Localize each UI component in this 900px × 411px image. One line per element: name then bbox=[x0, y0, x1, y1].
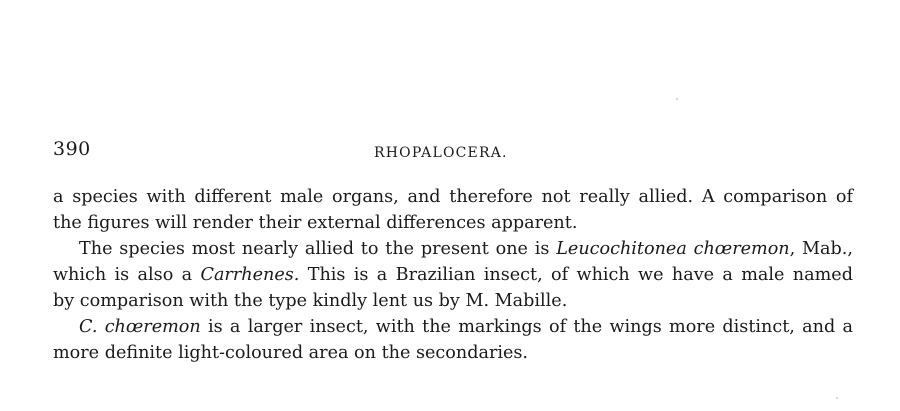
running-head: RHOPALOCERA. bbox=[374, 145, 508, 161]
paragraph bbox=[53, 236, 853, 314]
text-line: by comparison with the type kindly lent us by M. Mabille. bbox=[53, 291, 568, 311]
page-number: 390 bbox=[53, 138, 91, 160]
genus-name: Carrhenes. bbox=[200, 265, 300, 285]
paragraph bbox=[53, 184, 853, 236]
text-line: a species with different male organs, and therefore not really allied. A comparison of bbox=[53, 187, 853, 207]
paper-speck bbox=[836, 397, 838, 399]
paragraph bbox=[53, 314, 853, 366]
text-line: the figures will render their external differences apparent. bbox=[53, 213, 578, 233]
text-line: which is also a Carrhenes. This is a Brazilian insect, of which we have a male named bbox=[53, 265, 853, 285]
text-line: more definite light-coloured area on the secondaries. bbox=[53, 343, 529, 363]
text-line: C. chœremon is a larger insect, with the markings of the wings more distinct, and a bbox=[79, 317, 853, 337]
species-name: Leucochitonea chœremon bbox=[556, 239, 790, 259]
body-text bbox=[53, 184, 853, 366]
paper-speck bbox=[676, 98, 678, 100]
text-line: The species most nearly allied to the present one is Leucochitonea chœremon, Mab., bbox=[79, 239, 853, 259]
species-name: C. chœremon bbox=[79, 317, 201, 337]
